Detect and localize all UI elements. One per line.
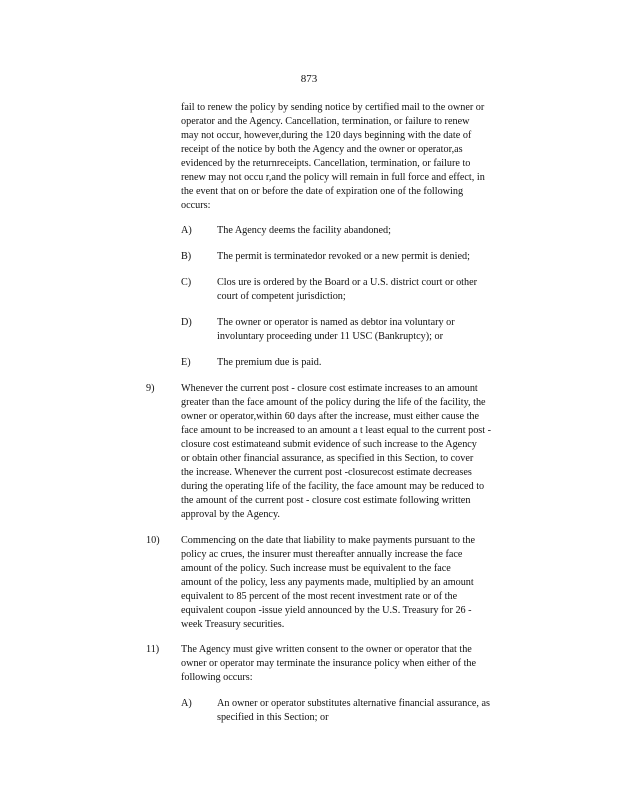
text-line: receipt of the notice by both the Agency and the owner or operator,as [181, 144, 463, 155]
item-paragraph [181, 534, 541, 632]
text-line: the amount of the current post - closure cost estimate following written [181, 495, 471, 506]
text-line: The Agency must give written consent to the owner or operator that the [181, 644, 472, 655]
text-line: Whenever the current post - closure cost estimate increases to an amount [181, 383, 478, 394]
sub-item-text [217, 224, 541, 238]
text-line: closure cost estimateand submit evidence of such increase to the Agency [181, 439, 477, 450]
item-label: 10) [146, 535, 160, 546]
sub-item-label: E) [181, 357, 191, 368]
text-line: policy ac crues, the insurer must thereafter annually increase the face [181, 549, 463, 560]
sub-item-label: B) [181, 251, 192, 262]
text-line: or obtain other financial assurance, as specified in this Section, to cover [181, 453, 474, 464]
text-line: operator and the Agency. Cancellation, termination, or failure to renew [181, 116, 470, 127]
text-line: occurs: [181, 200, 211, 211]
text-line: involuntary proceeding under 11 USC (Bankruptcy); or [217, 331, 443, 342]
text-line: during the operating life of the facility, the face amount may be reduced to [181, 481, 485, 492]
sub-item-text [217, 316, 541, 344]
text-line: Commencing on the date that liability to make payments pursuant to the [181, 535, 475, 546]
item-paragraph [181, 382, 541, 522]
text-line: evidenced by the returnreceipts. Cancellation, termination, or failure to [181, 158, 471, 169]
item-paragraph [181, 643, 541, 685]
text-line: owner or operator,within 60 days after the increase, must either cause the [181, 411, 480, 422]
text-line: The permit is terminatedor revoked or a new permit is denied; [217, 251, 470, 262]
text-line: Clos ure is ordered by the Board or a U.S. district court or other [217, 277, 478, 288]
text-line: approval by the Agency. [181, 509, 280, 520]
text-line: greater than the face amount of the policy during the life of the facility, the [181, 397, 486, 408]
sub-item-text [217, 276, 541, 304]
sub-item-label: A) [181, 225, 192, 236]
sub-item-label: D) [181, 317, 192, 328]
page-number: 873 [300, 73, 318, 85]
text-line: the event that on or before the date of expiration one of the following [181, 186, 464, 197]
text-line: The premium due is paid. [217, 357, 322, 368]
text-line: following occurs: [181, 672, 253, 683]
text-line: renew may not occu r,and the policy will remain in full force and effect, in [181, 172, 485, 183]
sub-item-text [217, 697, 541, 725]
text-line: The Agency deems the facility abandoned; [217, 225, 391, 236]
sub-item-label: C) [181, 277, 192, 288]
text-line: the increase. Whenever the current post -closurecost estimate decreases [181, 467, 472, 478]
text-line: equivalent to 85 percent of the most recent investment rate or of the [181, 591, 458, 602]
text-line: equivalent coupon -issue yield announced by the U.S. Treasury for 26 - [181, 605, 472, 616]
item-label: 11) [146, 644, 160, 655]
text-line: The owner or operator is named as debtor ina voluntary or [217, 317, 455, 328]
intro-paragraph [181, 101, 541, 213]
text-line: court of competent jurisdiction; [217, 291, 346, 302]
sub-item-label: A) [181, 698, 192, 709]
text-line: face amount to be increased to an amount a t least equal to the current post - [181, 425, 492, 436]
sub-item-text [217, 356, 541, 370]
text-line: amount of the policy, less any payments made, multiplied by an amount [181, 577, 474, 588]
sub-item-text [217, 250, 541, 264]
text-line: specified in this Section; or [217, 712, 329, 723]
item-label: 9) [146, 383, 155, 394]
text-line: amount of the policy. Such increase must be equivalent to the face [181, 563, 451, 574]
text-line: An owner or operator substitutes alternative financial assurance, as [217, 698, 490, 709]
text-line: week Treasury securities. [181, 619, 285, 630]
text-line: owner or operator may terminate the insurance policy when either of the [181, 658, 477, 669]
text-line: may not occur, however,during the 120 days beginning with the date of [181, 130, 472, 141]
text-line: fail to renew the policy by sending notice by certified mail to the owner or [181, 102, 485, 113]
